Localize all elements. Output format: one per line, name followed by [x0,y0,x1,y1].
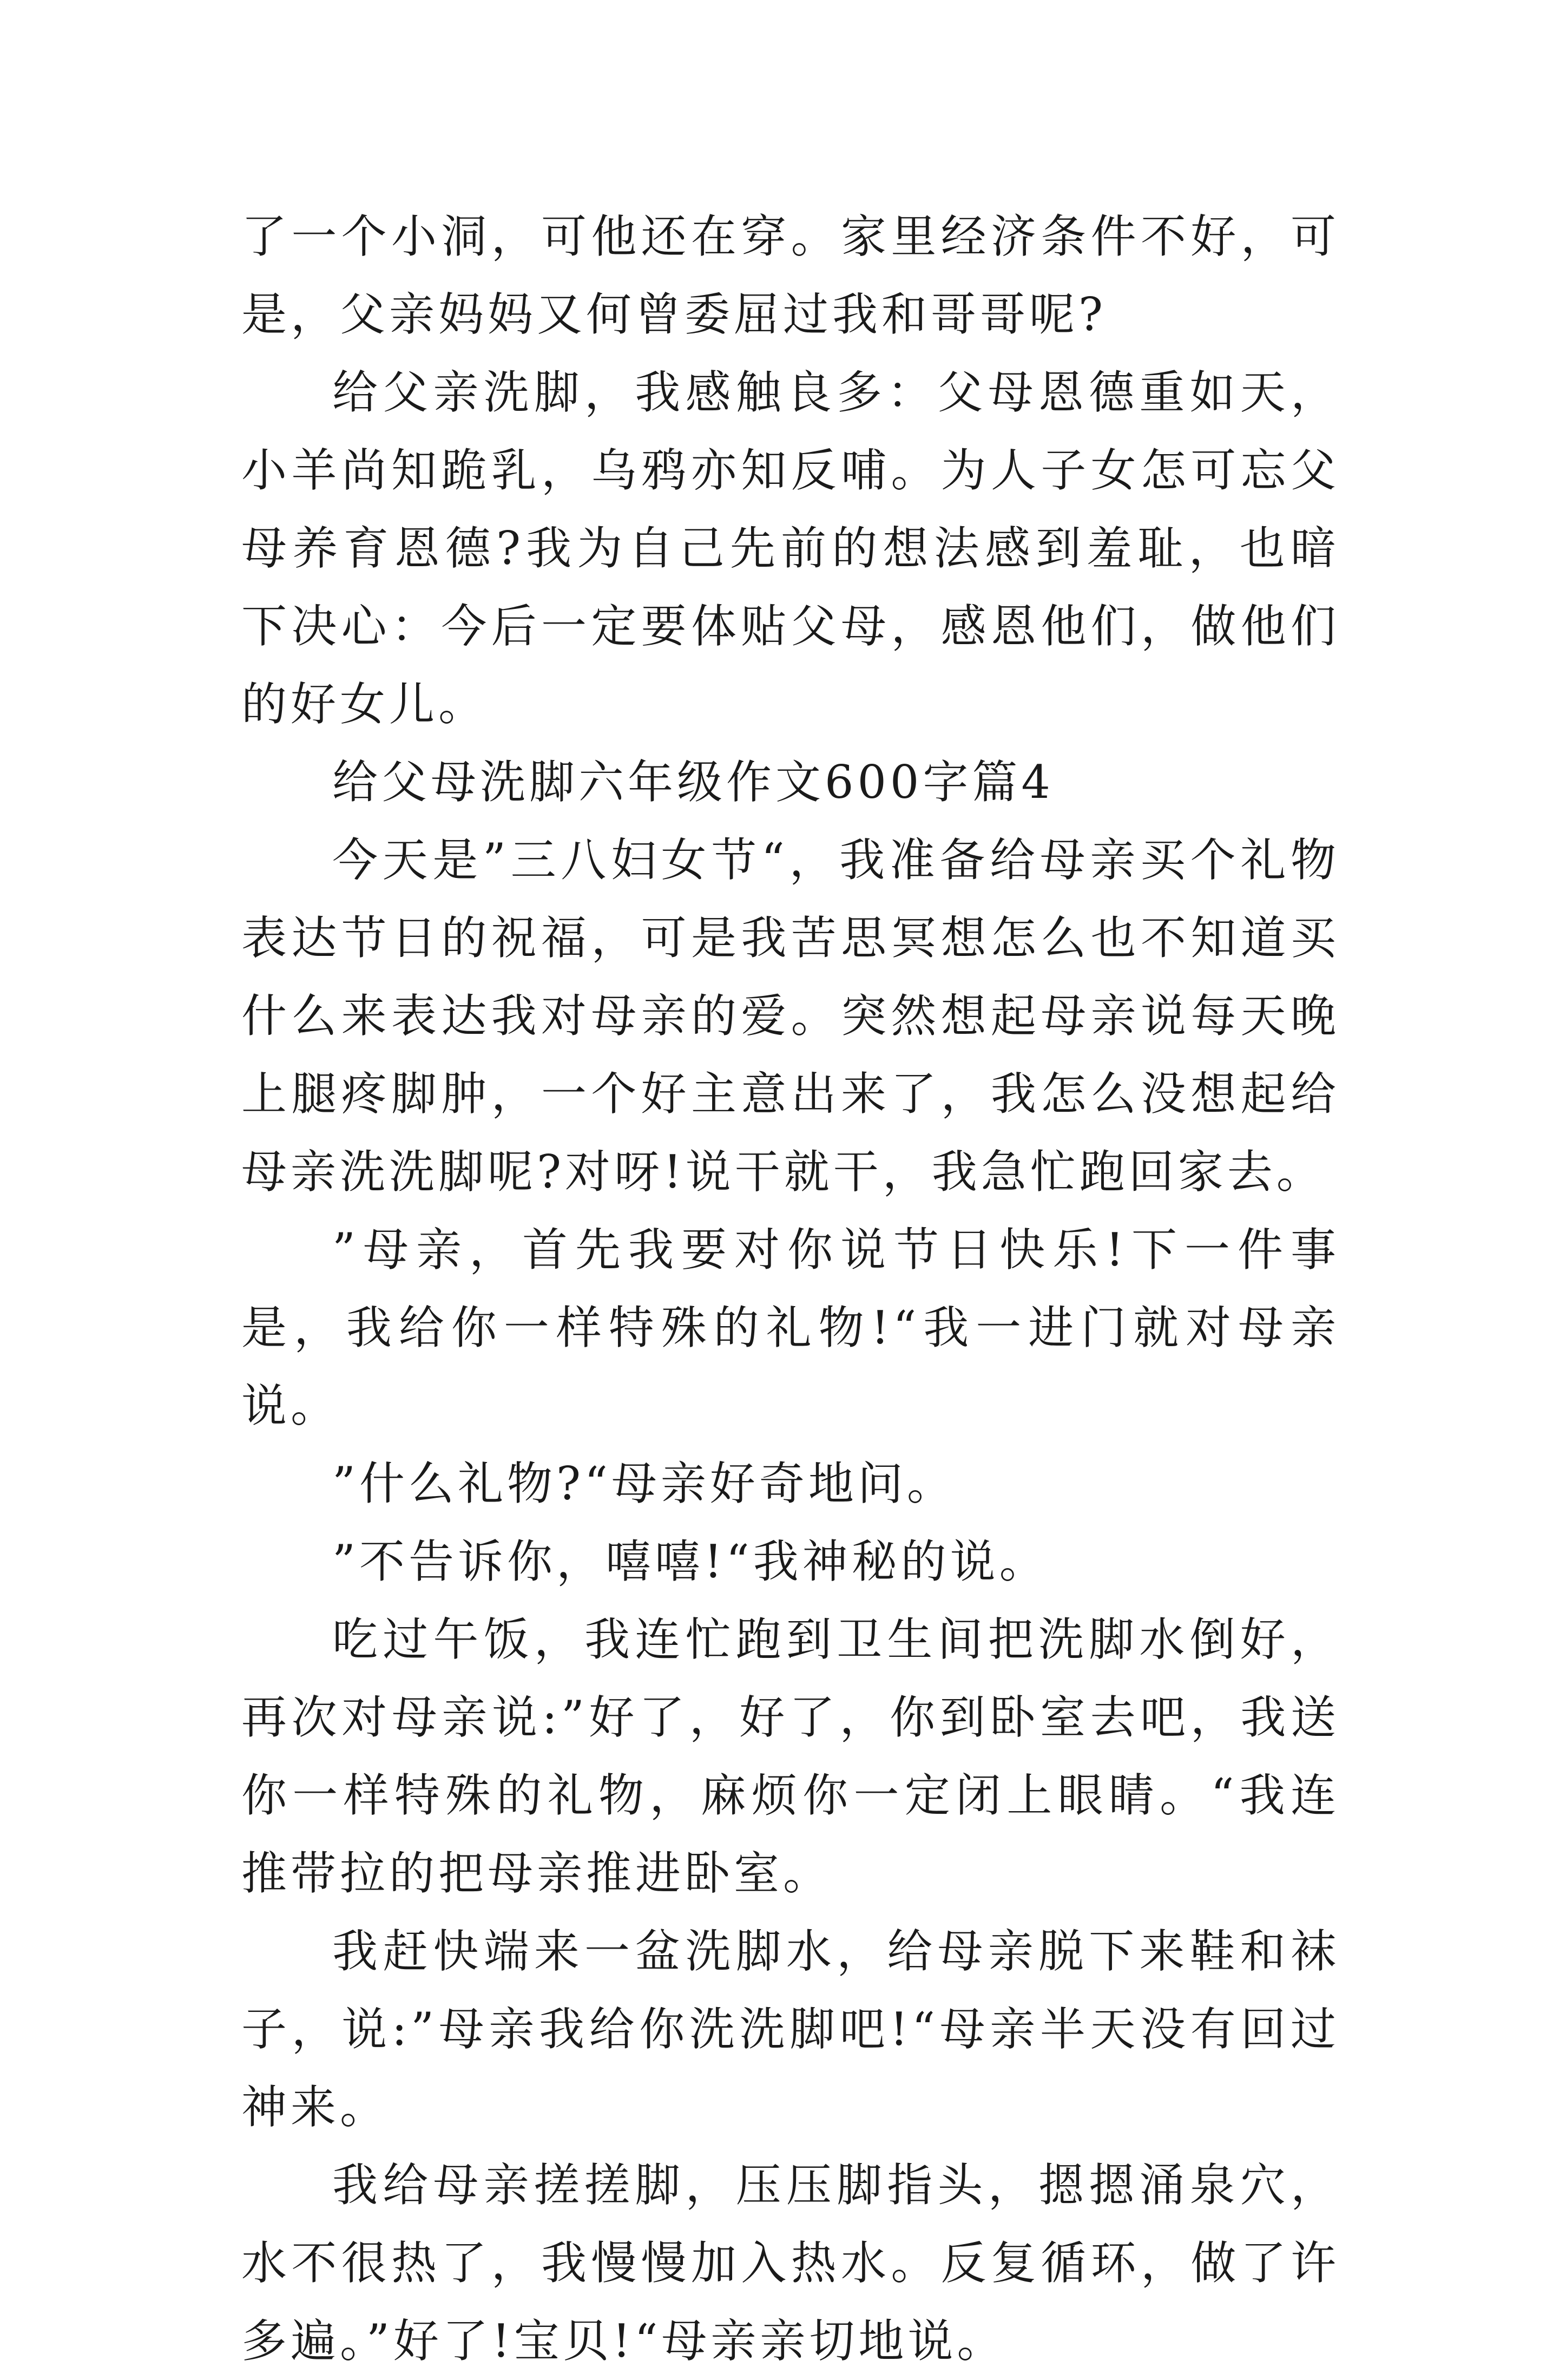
paragraph-reflection: 给父亲洗脚，我感触良多：父母恩德重如天，小羊尚知跪乳，乌鸦亦知反哺。为人子女怎可忘父母养育恩德?我为自己先前的想法感到羞耻，也暗下决心：今后一定要体贴父母，感恩他们，做他们的好女儿。 [241,366,1340,731]
essay-body [241,198,1340,2380]
paragraph-after-lunch: 吃过午饭，我连忙跑到卫生间把洗脚水倒好，再次对母亲说:”好了，好了，你到卧室去吧，我送你一样特殊的礼物，麻烦你一定闭上眼睛。“我连推带拉的把母亲推进卧室。 [241,1613,1340,1900]
paragraph-dialogue-question: ”什么礼物?“母亲好奇地问。 [332,1457,956,1510]
section-heading: 给父母洗脚六年级作文600字篇4 [332,756,1054,809]
paragraph-massage: 我给母亲搓搓脚，压压脚指头，摁摁涌泉穴，水不很热了，我慢慢加入热水。反复循环，做了许多遍。”好了!宝贝!“母亲亲切地说。 [241,2159,1340,2368]
paragraph-dialogue-secret: ”不告诉你，嘻嘻!“我神秘的说。 [332,1535,1049,1588]
paragraph-womens-day: 今天是”三八妇女节“，我准备给母亲买个礼物表达节日的祝福，可是我苦思冥想怎么也不知道买什么来表达我对母亲的爱。突然想起母亲说每天晚上腿疼脚肿，一个好主意出来了，我怎么没想起给母亲洗洗脚呢?对呀!说干就干，我急忙跑回家去。 [241,834,1340,1198]
paragraph-continuation: 了一个小洞，可他还在穿。家里经济条件不好，可是，父亲妈妈又何曾委屈过我和哥哥呢? [241,210,1340,341]
paragraph-wash-water: 我赶快端来一盆洗脚水，给母亲脱下来鞋和袜子，说:”母亲我给你洗洗脚吧!“母亲半天没有回过神来。 [241,1925,1340,2134]
paragraph-dialogue-gift: ”母亲，首先我要对你说节日快乐!下一件事是，我给你一样特殊的礼物!“我一进门就对母亲说。 [241,1223,1340,1432]
